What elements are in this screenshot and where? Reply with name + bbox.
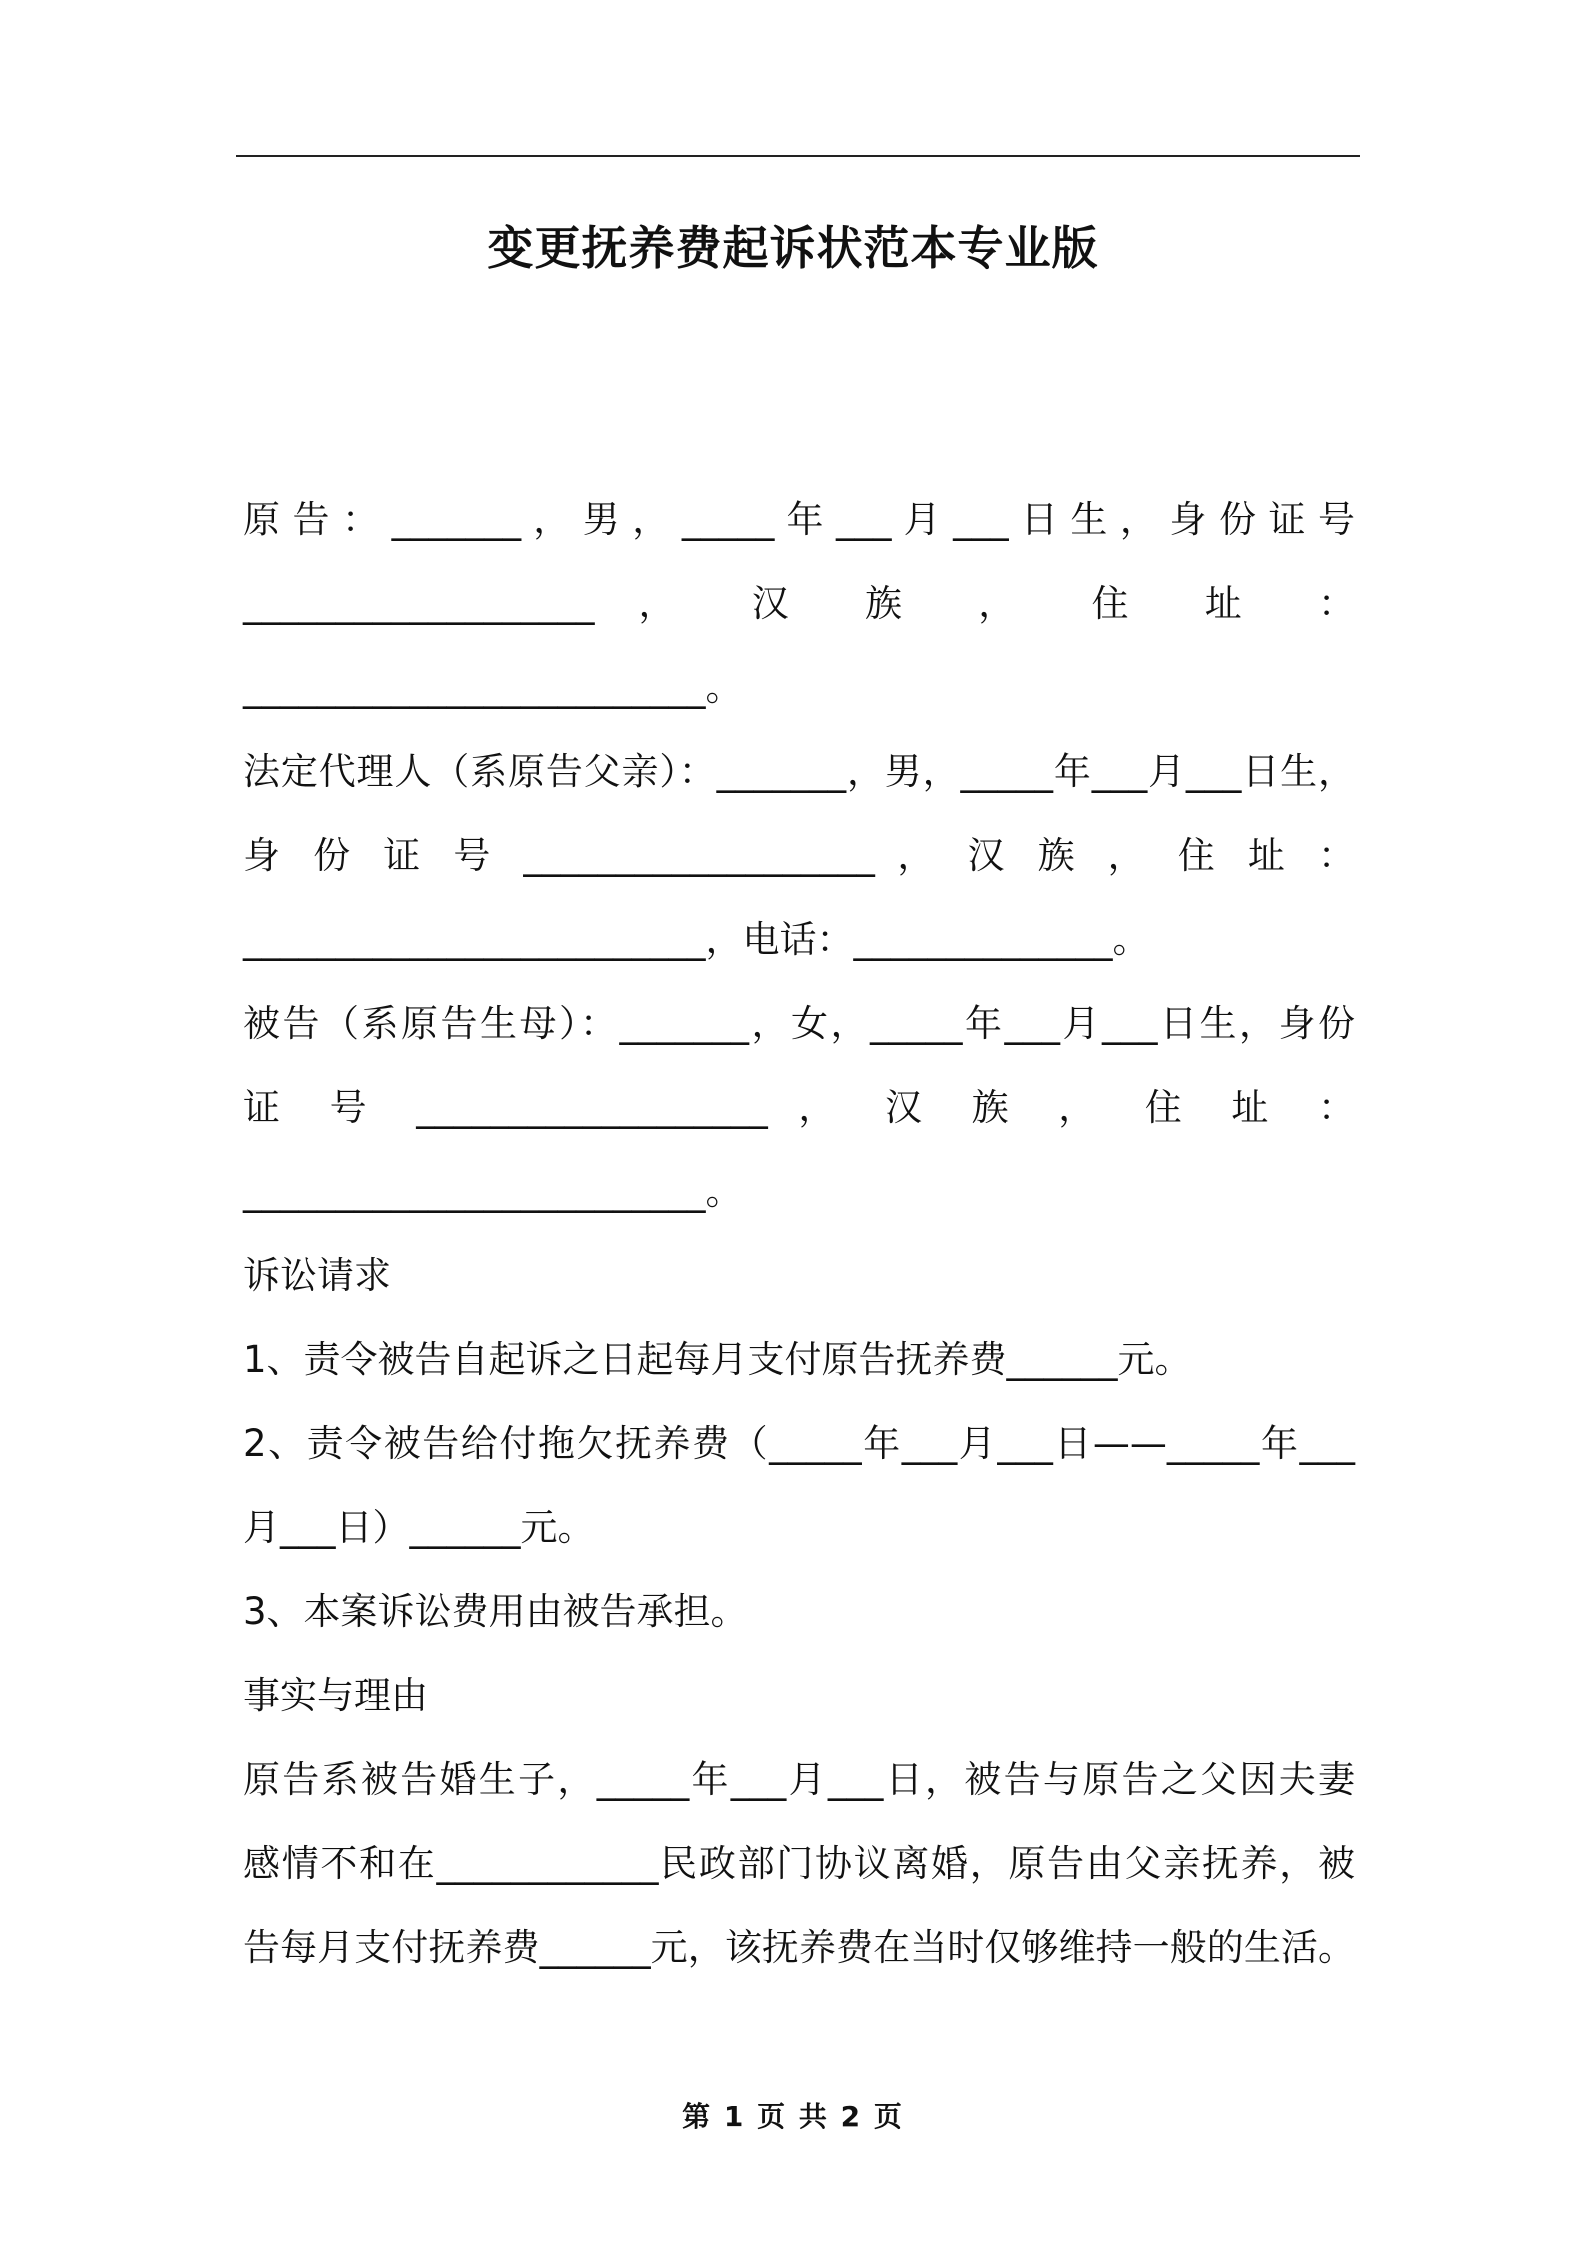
section-heading: 诉讼请求 [243, 1254, 391, 1297]
page-footer: 第 1 页 共 2 页 [682, 2100, 904, 2133]
section-heading: 事实与理由 [243, 1674, 428, 1717]
body-line: 被告（系原告生母）：_______，女，_____年___月___日生，身份 [243, 1002, 1355, 1045]
body-line: 身 份 证 号 ___________________ ， 汉 族 ， 住 址 ： [243, 834, 1355, 877]
body-line: 2、责令被告给付拖欠抚养费（_____年___月___日——_____年___ [243, 1422, 1355, 1465]
document-body [243, 490, 1355, 2002]
body-line: 告每月支付抚养费______元，该抚养费在当时仅够维持一般的生活。 [243, 1926, 1355, 1969]
body-line: 原告系被告婚生子，_____年___月___日，被告与原告之父因夫妻 [243, 1758, 1355, 1801]
body-line: _________________________，电话：______________。 [243, 918, 1150, 961]
body-line: 原 告 ： _______ ， 男 ， _____ 年 ___ 月 ___ 日 生 ， 身 份 证 号 [243, 498, 1355, 541]
document-title: 变更抚养费起诉状范本专业版 [487, 221, 1099, 275]
body-line: 3、本案诉讼费用由被告承担。 [243, 1590, 748, 1633]
body-line: 感情不和在____________民政部门协议离婚，原告由父亲抚养，被 [243, 1842, 1355, 1885]
body-line: _________________________。 [243, 1170, 743, 1213]
body-line: ___________________ ， 汉 族 ， 住 址 ： [243, 582, 1355, 625]
body-line: 1、责令被告自起诉之日起每月支付原告抚养费______元。 [243, 1338, 1192, 1381]
body-line: 证 号 ___________________ ， 汉 族 ， 住 址 ： [243, 1086, 1355, 1129]
body-line: 月___日）______元。 [243, 1506, 595, 1549]
body-line: _________________________。 [243, 666, 743, 709]
body-line: 法定代理人（系原告父亲）：_______，男，_____年___月___日生， [243, 750, 1355, 793]
header-rule [236, 155, 1360, 157]
